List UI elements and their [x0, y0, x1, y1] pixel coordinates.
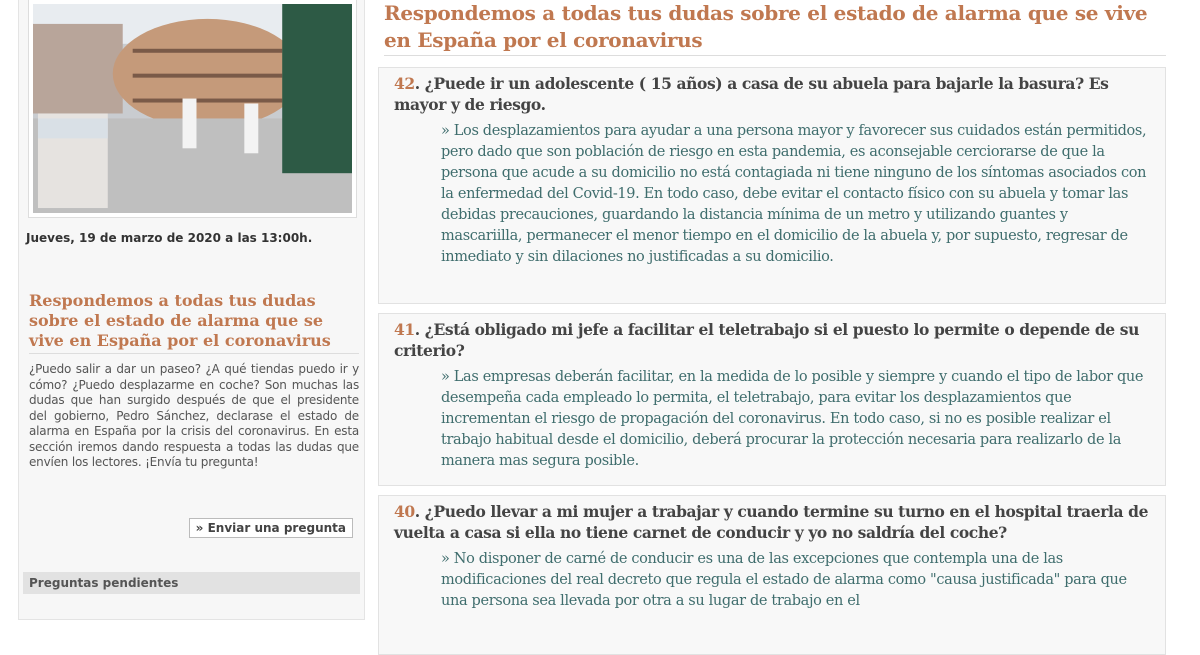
page-title: Respondemos a todas tus dudas sobre el estado de alarma que se vive en España por el coronavirus [384, 0, 1166, 56]
pending-questions-header[interactable]: Preguntas pendientes [23, 572, 360, 594]
sidebar-description: ¿Puedo salir a dar un paseo? ¿A qué tiendas puedo ir y cómo? ¿Puedo desplazarme en coche? Son muchas las dudas que han surgido después de que el presidente del gobierno, Pedro Sánchez, declarase el estado de alarma en España por la crisis del coronavirus. En esta sección iremos dando respuesta a todas las dudas que envíen los lectores. ¡Envía tu pregunta! [29, 362, 359, 469]
answer: » Las empresas deberán facilitar, en la medida de lo posible y siempre y cuando el tipo de labor que desempeña cada empleado lo permita, el teletrabajo, para evitar los desplazamientos que incrementan el riesgo de propagación del coronavirus. En todo caso, si no es posible realizar el trabajo habitual desde el domicilio, deberá procurar la protección necesaria para realizarlo de la manera mas segura posible. [441, 369, 1144, 469]
question-text: . ¿Puedo llevar a mi mujer a trabajar y cuando termine su turno en el hospital traerla de vuelta a casa si ella no tiene carnet de conducir y yo no saldría del coche? [394, 502, 1149, 542]
qa-item [378, 495, 1166, 655]
answer: » No disponer de carné de conducir es una de las excepciones que contempla una de las modificaciones del real decreto que regula el estado de alarma como "causa justificada" para que una persona sea llevada por otra a su lugar de trabajo en el [441, 551, 1127, 609]
question-number: 41 [394, 320, 415, 339]
news-photo [28, 0, 357, 218]
sidebar-title[interactable]: Respondemos a todas tus dudas sobre el estado de alarma que se vive en España por el coronavirus [29, 291, 359, 354]
question [394, 501, 1151, 543]
question-number: 42 [394, 74, 415, 93]
send-question-button[interactable]: » Enviar una pregunta [189, 518, 353, 538]
question [394, 319, 1151, 361]
publish-date: Jueves, 19 de marzo de 2020 a las 13:00h. [26, 231, 313, 245]
question [394, 73, 1151, 115]
sidebar-panel [18, 0, 365, 620]
question-text: . ¿Está obligado mi jefe a facilitar el teletrabajo si el puesto lo permite o depende de su criterio? [394, 320, 1139, 360]
answer: » Los desplazamientos para ayudar a una persona mayor y favorecer sus cuidados están permitidos, pero dado que son población de riesgo en esta pandemia, es aconsejable cerciorarse de que la persona que acude a su domicilio no está contagiada ni tiene ninguno de los síntomas asociados con la enfermedad del Covid-19. En todo caso, debe evitar el contacto físico con su abuela y tomar las debidas precauciones, guardando la distancia mínima de un metro y utilizando guantes y mascariilla, permanecer el menor tiempo en el domicilio de la abuela y, por supuesto, regresar de inmediato y sin dilaciones no justificadas a su domicilio. [441, 123, 1147, 265]
qa-item [378, 67, 1166, 304]
question-text: . ¿Puede ir un adolescente ( 15 años) a casa de su abuela para bajarle la basura? Es mayor y de riesgo. [394, 74, 1109, 114]
question-number: 40 [394, 502, 415, 521]
qa-item [378, 313, 1166, 486]
